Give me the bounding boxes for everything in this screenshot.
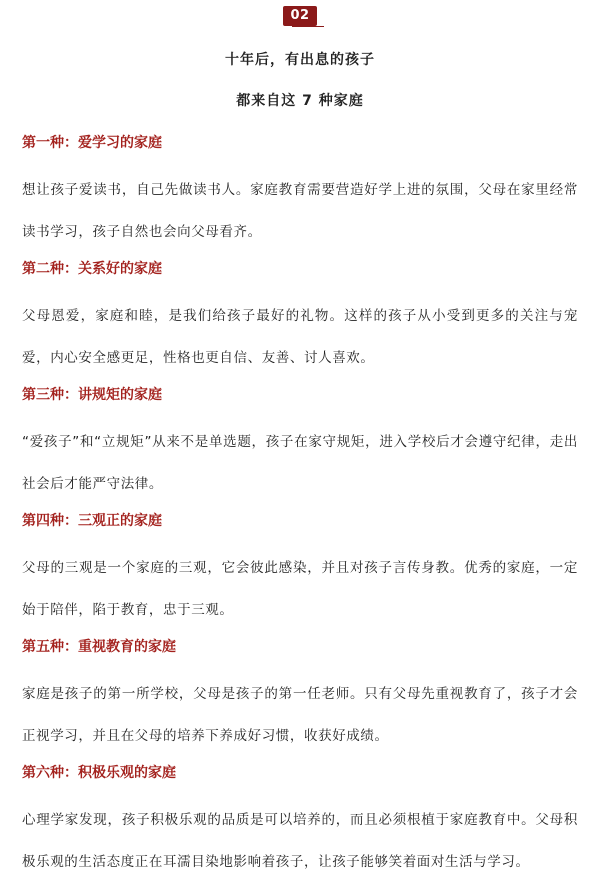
badge-underline [292, 26, 324, 27]
section-6 [22, 763, 578, 883]
section-body: 家庭是孩子的第一所学校，父母是孩子的第一任老师。只有父母先重视教育了，孩子才会正视学习，并且在父母的培养下养成好习惯，收获好成绩。 [22, 686, 578, 744]
section-heading: 第一种：爱学习的家庭 [22, 135, 162, 151]
section-1 [22, 133, 578, 253]
section-heading: 第三种：讲规矩的家庭 [22, 387, 162, 403]
section-2 [22, 259, 578, 379]
section-4 [22, 511, 578, 631]
section-heading: 第六种：积极乐观的家庭 [22, 765, 176, 781]
section-heading: 第二种：关系好的家庭 [22, 261, 162, 277]
section-heading: 第四种：三观正的家庭 [22, 513, 162, 529]
section-body: 想让孩子爱读书，自己先做读书人。家庭教育需要营造好学上进的氛围，父母在家里经常读书学习，孩子自然也会向父母看齐。 [22, 182, 578, 240]
section-3 [22, 385, 578, 505]
section-number-badge-wrap [0, 4, 600, 26]
section-body: 父母的三观是一个家庭的三观，它会彼此感染，并且对孩子言传身教。优秀的家庭，一定始于陪伴，陷于教育，忠于三观。 [22, 560, 578, 618]
article-title-line-2: 都来自这 7 种家庭 [236, 93, 364, 109]
section-number-badge: 02 [283, 6, 316, 26]
section-heading: 第五种：重视教育的家庭 [22, 639, 176, 655]
section-body: “爱孩子”和“立规矩”从来不是单选题，孩子在家守规矩，进入学校后才会遵守纪律，走出社会后才能严守法律。 [22, 434, 578, 492]
section-body: 父母恩爱，家庭和睦，是我们给孩子最好的礼物。这样的孩子从小受到更多的关注与宠爱，内心安全感更足，性格也更自信、友善、讨人喜欢。 [22, 308, 578, 366]
section-5 [22, 637, 578, 757]
article-title-line-1: 十年后，有出息的孩子 [225, 52, 375, 68]
section-body: 心理学家发现，孩子积极乐观的品质是可以培养的，而且必须根植于家庭教育中。父母积极乐观的生活态度正在耳濡目染地影响着孩子，让孩子能够笑着面对生活与学习。 [22, 812, 578, 870]
